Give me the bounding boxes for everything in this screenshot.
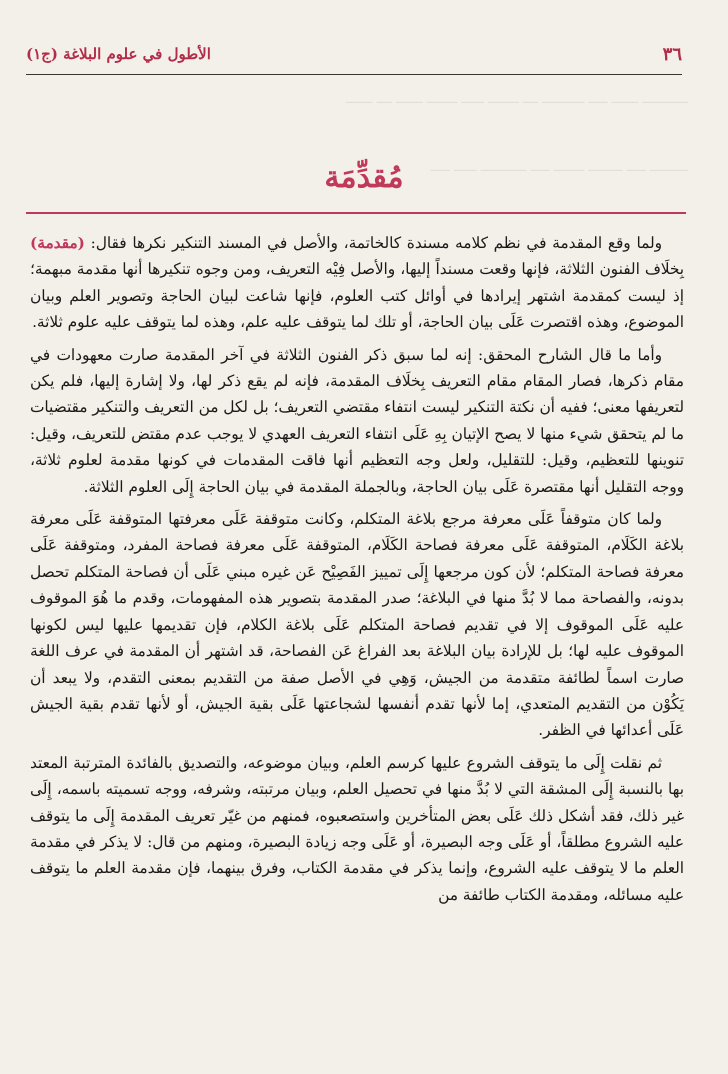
running-title: الأطول في علوم البلاغة (ج١) (26, 45, 211, 63)
page-header (26, 40, 682, 68)
section-title: مُقدِّمَة (324, 160, 404, 195)
page-number: ٣٦ (662, 43, 682, 65)
body-text (30, 230, 684, 914)
paragraph (30, 230, 684, 336)
paragraph: وأما ما قال الشارح المحقق: إنه لما سبق ذكر الفنون الثلاثة في آخر المقدمة صارت معهودات في مقام ذكرها، فصار المقام مقام التعريف بِخلَاف المقدمة، فإنه لم يقع ذكر لها، ولا إشارة إليها، فلم يكن لتعريفها معنى؛ ففيه أن نكتة التنكير ليست انتفاء مقتضي التعريف؛ بل لكل من التعريف والتنكير مقتضيات ما لم يتحقق شيء منها لا يصح الإتيان بِهِ عَلَى انتفاء التعريف العهدي لا يوجب عدم مقتض للتعريف، وقيل: تنوينها للتعظيم، وقيل: للتقليل، ولعل وجه التعظيم أنها فاقت المقدمات في كونها مقدمة لعلوم ثلاثة، ووجه التقليل أنها مقتصرة عَلَى بيان الحاجة، وبالجملة المقدمة في بيان الحاجة إِلَى العلوم الثلاثة. (30, 345, 684, 496)
keyword-highlight: (مقدمة) (30, 234, 85, 252)
paragraph-text: بِخلَاف الفنون الثلاثة، فإنها وقعت مسنداً إليها، والأصل فِيْه التعريف، ومن وجوه تنكيرها أنها مقدمة مبهمة؛ إذ ليست كمقدمة اشتهر إيرادها في أوائل كتب العلوم، فإنها شاعت لبيان الحاجة وتصوير العلم وبيان الموضوع، وهذه اقتصرت عَلَى بيان الحاجة، أو تلك لما يتوقف عليه علم، وهذه لما يتوقف عليه علوم ثلاثة. (30, 260, 684, 332)
paragraph-text: ولما وقع المقدمة في نظم كلامه مسندة كالخاتمة، والأصل في المسند التنكير نكرها فقال: (84, 234, 662, 252)
header-rule (26, 74, 682, 75)
show-through-text: ــــــــــ ـــــ ـــــــــ ــــــــ ـــــ ــــــــــــ ــــــ ـــــ (430, 160, 688, 175)
paragraph: ثم نقلت إِلَى ما يتوقف الشروع عليها كرسم العلم، وبيان موضوعه، والتصديق بالفائدة المترتبة المعتد بها بالنسبة إِلَى المشقة التي لا بُدَّ منها في تحصيل العلم، وبيان مرتبته، وشرفه، ووجه تسميته باسمه، إِلَى غير ذلك، فقد أشكل ذلك عَلَى بعض المتأخرين واستصعبوه، فمنهم من غيّر تعريف المقدمة إِلَى ما يتوقف عليه الشروع مطلقاً، أو عَلَى وجه البصيرة، أو عَلَى وجه زيادة البصيرة، ومنهم من قال: لا يذكر في مقدمة العلم ما لا يتوقف عليه الشروع، وإنما يذكر في مقدمة الكتاب، وفرق بينهما، فإن مقدمة العلم ما يتوقف عليه مسائله، ومقدمة الكتاب طائفة من (30, 753, 684, 904)
title-rule (26, 212, 686, 214)
paragraph: ولما كان متوقفاً عَلَى معرفة مرجع بلاغة المتكلم، وكانت متوقفة عَلَى معرفتها المتوقفة عَلَى معرفة بلاغة الكَلَام، المتوقفة عَلَى معرفة فصاحة الكَلَام، المتوقفة عَلَى معرفة فصاحة المفرد، ومتوقفة عَلَى معرفة فصاحة المتكلم؛ لأن كون مرجعها إِلَى تمييز الفَصِيْح عَن غيره مبني عَلَى أن فصاحة المتكلم تحصل بدونه، والفصاحة مما لا بُدَّ منها في البلاغة؛ صدر المقدمة بتصوير هذه المفهومات، وقدم ما هُوَ الموقوف عليه عَلَى الموقوف إلا في تقديم فصاحة المتكلم عَلَى بلاغة الكلام، فإن تقديمها عليها ليس لكونها الموقوف عليه لها؛ بل للإرادة بيان البلاغة بعد الفراغ عَن الفصاحة، قد اشتهر أن المقدمة في عرف اللغة صارت اسماً لطائفة متقدمة من الجيش، وَهِي في الأصل صفة من التقديم بمعنى التقدم، ولا يبعد أن يَكُوْن من التقديم المتعدي، إما لأنها تقدم أنفسها لشجاعتها عَلَى بقية الجيش، أو لأنها تقدم بقية الجيش عَلَى أعدائها في الظفر. (30, 510, 684, 740)
show-through-text: ــــــــــــ ـــــــ ـــــ ـــــــــــ ــــ ــــــــ ــــــ ــــــــ ـــــــ ــــ ـــــــ (345, 92, 688, 107)
